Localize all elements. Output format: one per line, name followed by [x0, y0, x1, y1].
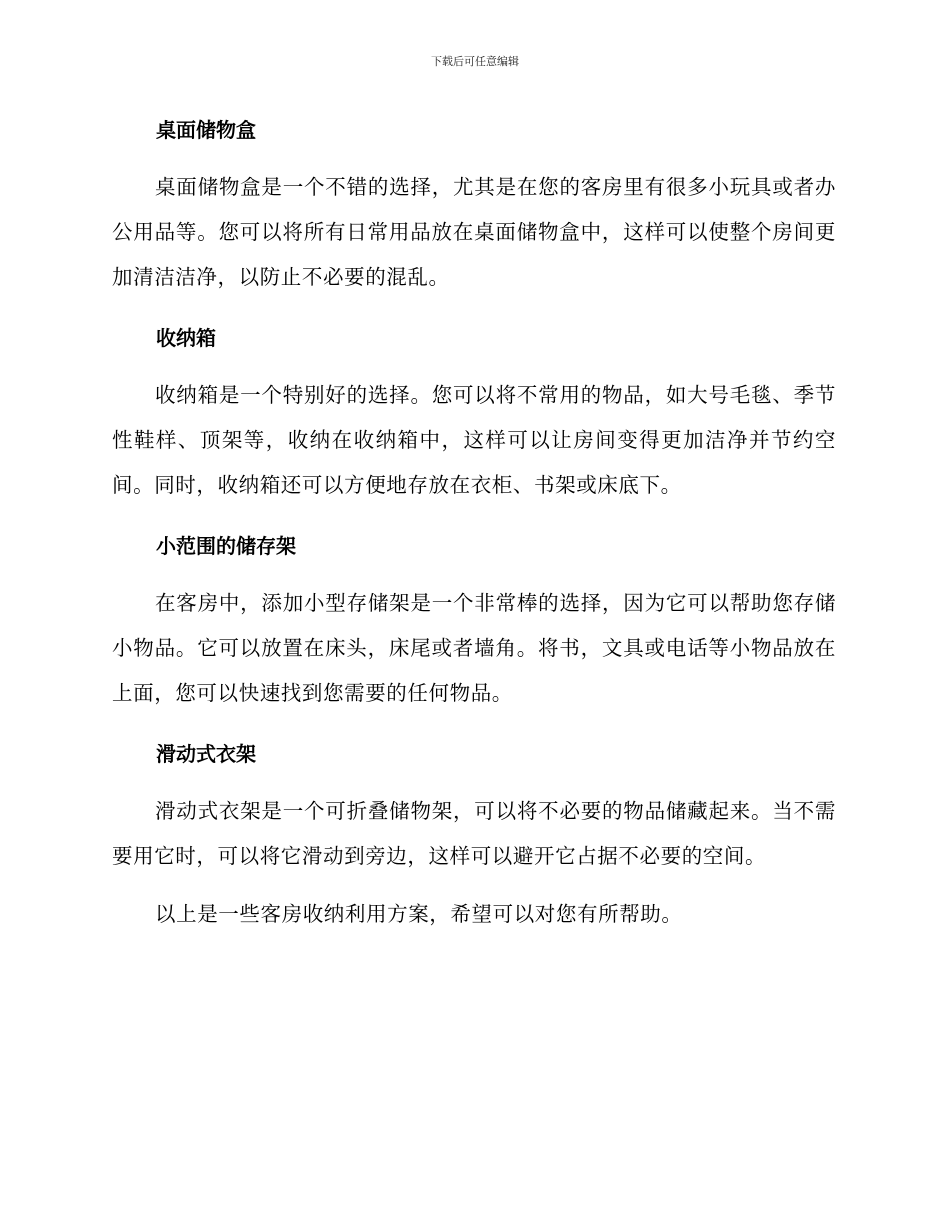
section-paragraph-sliding-rack: 滑动式衣架是一个可折叠储物架，可以将不必要的物品储藏起来。当不需要用它时，可以将它滑动到旁边，这样可以避开它占据不必要的空间。	[112, 799, 836, 868]
section-title-sliding-rack: 滑动式衣架	[156, 742, 256, 766]
page-header-note: 下载后可任意编辑	[431, 55, 519, 68]
section-title-desktop-storage-box: 桌面储物盒	[156, 118, 256, 142]
section-paragraph-small-shelf: 在客房中，添加小型存储架是一个非常棒的选择，因为它可以帮助您存储小物品。它可以放置在床头，床尾或者墙角。将书，文具或电话等小物品放在上面，您可以快速找到您需要的任何物品。	[112, 591, 836, 705]
section-title-storage-bin: 收纳箱	[156, 326, 216, 350]
section-title-small-shelf: 小范围的储存架	[156, 534, 296, 558]
section-paragraph-desktop-storage-box: 桌面储物盒是一个不错的选择，尤其是在您的客房里有很多小玩具或者办公用品等。您可以将所有日常用品放在桌面储物盒中，这样可以使整个房间更加清洁洁净，以防止不必要的混乱。	[112, 175, 836, 289]
document-body	[112, 108, 836, 937]
section-paragraph-storage-bin: 收纳箱是一个特别好的选择。您可以将不常用的物品，如大号毛毯、季节性鞋样、顶架等，收纳在收纳箱中，这样可以让房间变得更加洁净并节约空间。同时，收纳箱还可以方便地存放在衣柜、书架或床底下。	[112, 383, 836, 497]
conclusion-paragraph: 以上是一些客房收纳利用方案，希望可以对您有所帮助。	[155, 902, 683, 926]
